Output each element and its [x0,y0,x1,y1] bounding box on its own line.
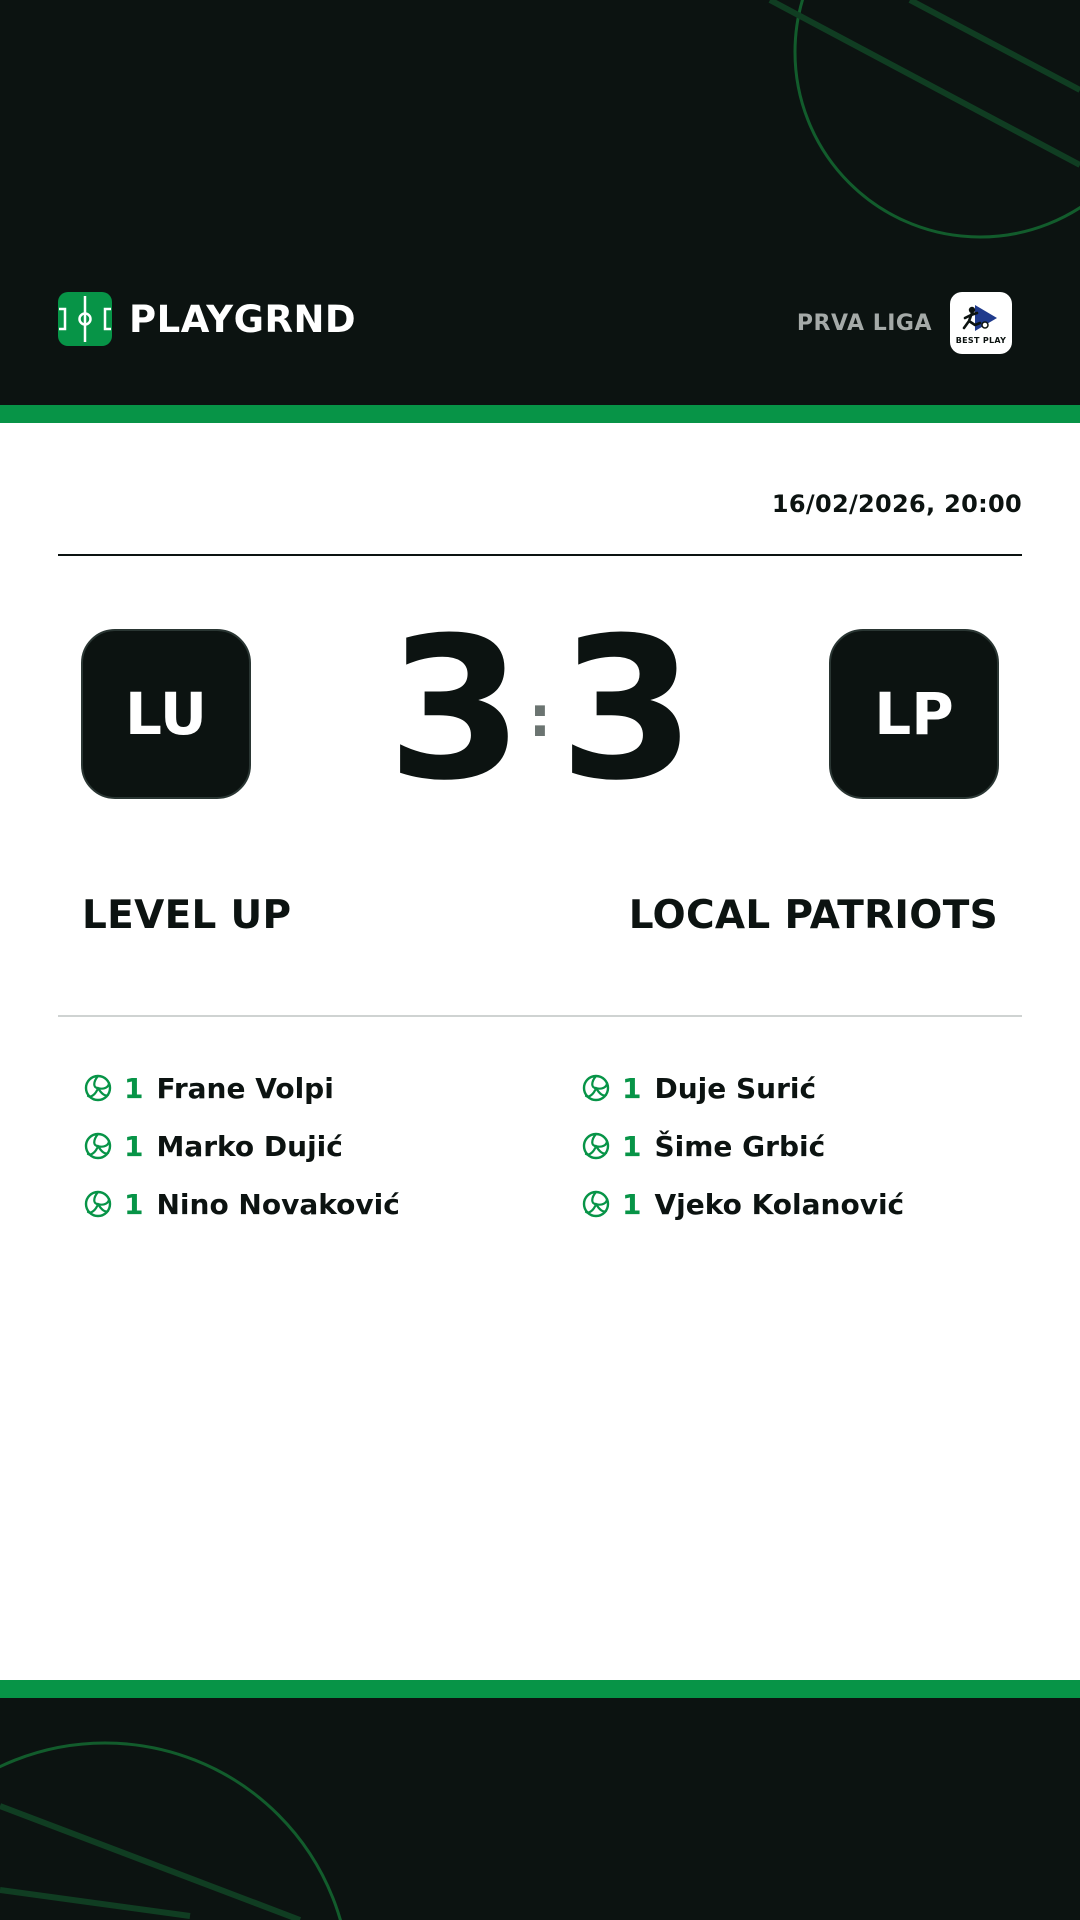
pitch-decoration [0,1698,1080,1920]
home-team-name: LEVEL UP [82,893,292,938]
scorer-name: Frane Volpi [156,1071,334,1105]
home-team-badge: LU [81,629,251,799]
score-separator: : [528,685,552,750]
football-pitch-icon [58,292,112,346]
football-icon [582,1074,610,1102]
scorer-name: Marko Dujić [156,1129,343,1163]
divider [58,1015,1022,1017]
football-icon [84,1074,112,1102]
brand [58,292,356,346]
scorer-name: Vjeko Kolanović [654,1187,905,1221]
divider [58,554,1022,556]
league-badge [950,292,1012,354]
scorer-item [84,1184,400,1224]
away-team-name: LOCAL PATRIOTS [628,893,998,938]
scorer-item [582,1184,904,1224]
football-icon [84,1132,112,1160]
scorer-item [84,1068,400,1108]
scorer-name: Duje Surić [654,1071,817,1105]
scorer-name: Nino Novaković [156,1187,400,1221]
header-band [0,0,1080,405]
away-score: 3 [559,596,696,824]
scorer-item [582,1068,904,1108]
away-scorers-list [582,1068,904,1242]
away-team-badge: LP [829,629,999,799]
header-accent-stripe [0,405,1080,423]
scorer-goals: 1 [124,1071,144,1105]
football-icon [84,1190,112,1218]
scorer-goals: 1 [124,1187,144,1221]
footer-accent-stripe [0,1680,1080,1698]
scorer-name: Šime Grbić [654,1129,826,1163]
scorer-goals: 1 [622,1187,642,1221]
football-icon [582,1190,610,1218]
home-scorers-list [84,1068,400,1242]
match-datetime: 16/02/2026, 20:00 [771,490,1022,518]
brand-name: PLAYGRND [129,297,357,341]
home-score: 3 [387,596,524,824]
scorer-item [84,1126,400,1166]
league-name: PRVA LIGA [796,310,932,336]
player-kick-icon [961,301,1001,335]
scorer-goals: 1 [124,1129,144,1163]
football-icon [582,1132,610,1160]
scorer-item [582,1126,904,1166]
footer-band [0,1698,1080,1920]
league [797,292,1012,354]
scorer-goals: 1 [622,1071,642,1105]
scorer-goals: 1 [622,1129,642,1163]
league-badge-text: BEST PLAY [955,336,1007,345]
